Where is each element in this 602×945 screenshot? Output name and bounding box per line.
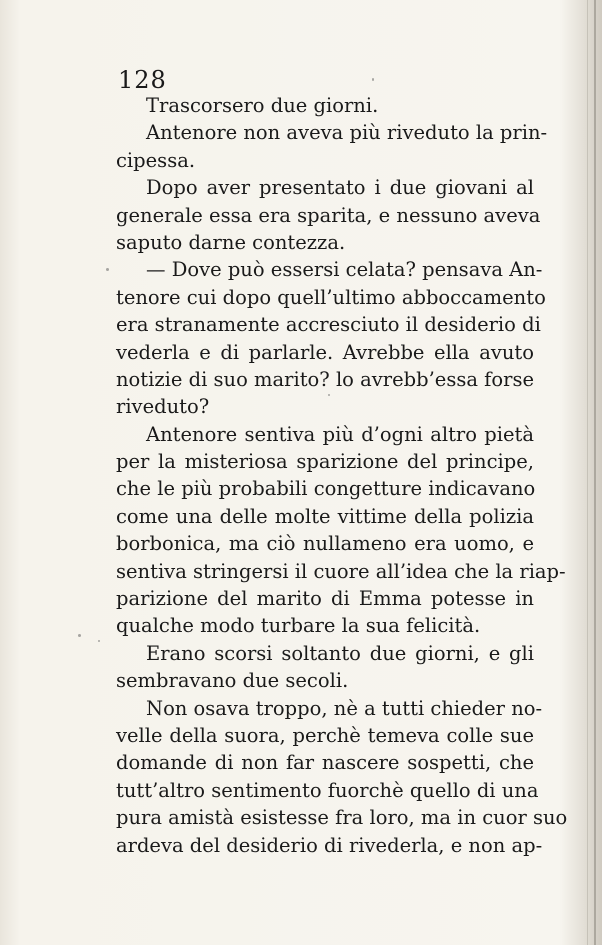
text-line: Non osava troppo, nè a tutti chieder no- bbox=[146, 696, 543, 720]
text-line: pura amistà esistesse fra loro, ma in cuor suo bbox=[116, 806, 568, 830]
print-speck bbox=[328, 394, 330, 396]
text-line: cipessa. bbox=[116, 148, 196, 172]
text-line: saputo darne contezza. bbox=[116, 230, 346, 254]
page-edge-inner bbox=[587, 0, 588, 945]
text-line: Erano scorsi soltanto due giorni, e gli bbox=[146, 641, 534, 665]
print-speck bbox=[372, 78, 374, 81]
text-line: tutt’altro sentimento fuorchè quello di una bbox=[116, 778, 539, 802]
text-line: qualche modo turbare la sua felicità. bbox=[116, 614, 481, 638]
text-line: riveduto? bbox=[116, 395, 210, 419]
print-speck bbox=[106, 268, 109, 271]
text-line: come una delle molte vittime della polizia bbox=[116, 504, 534, 528]
print-speck bbox=[98, 640, 100, 642]
text-line: Trascorsero due giorni. bbox=[146, 94, 379, 117]
text-line: parizione del marito di Emma potesse in bbox=[116, 587, 534, 611]
text-line: tenore cui dopo quell’ultimo abboccamento bbox=[116, 285, 546, 309]
text-line: sembravano due secoli. bbox=[116, 669, 349, 693]
text-line: generale essa era sparita, e nessuno aveva bbox=[116, 203, 541, 227]
text-line: Antenore sentiva più d’ogni altro pietà bbox=[146, 422, 534, 446]
text-line: velle della suora, perchè temeva colle sue bbox=[116, 723, 534, 747]
text-line: — Dove può essersi celata? pensava An- bbox=[146, 258, 543, 282]
text-line: ardeva del desiderio di rivederla, e non ap- bbox=[116, 833, 543, 857]
text-line: era stranamente accresciuto il desiderio di bbox=[116, 313, 541, 337]
text-line: Dopo aver presentato i due giovani al bbox=[146, 176, 534, 200]
text-line: che le più probabili congetture indicavano bbox=[116, 477, 536, 501]
text-line: sentiva stringersi il cuore all’idea che la riap- bbox=[116, 559, 566, 583]
text-line: per la misteriosa sparizione del principe, bbox=[116, 450, 534, 474]
text-line: domande di non far nascere sospetti, che bbox=[116, 751, 534, 775]
page-number: 128 bbox=[118, 66, 167, 94]
text-line: notizie di suo marito? lo avrebb’essa forse bbox=[116, 367, 534, 391]
text-line: borbonica, ma ciò nullameno era uomo, e bbox=[116, 532, 534, 556]
print-speck bbox=[78, 634, 81, 637]
text-line: vederla e di parlarle. Avrebbe ella avuto bbox=[116, 340, 534, 364]
body-text bbox=[116, 92, 568, 859]
text-line: Antenore non aveva più riveduto la prin- bbox=[146, 121, 548, 145]
page-edge bbox=[594, 0, 596, 945]
